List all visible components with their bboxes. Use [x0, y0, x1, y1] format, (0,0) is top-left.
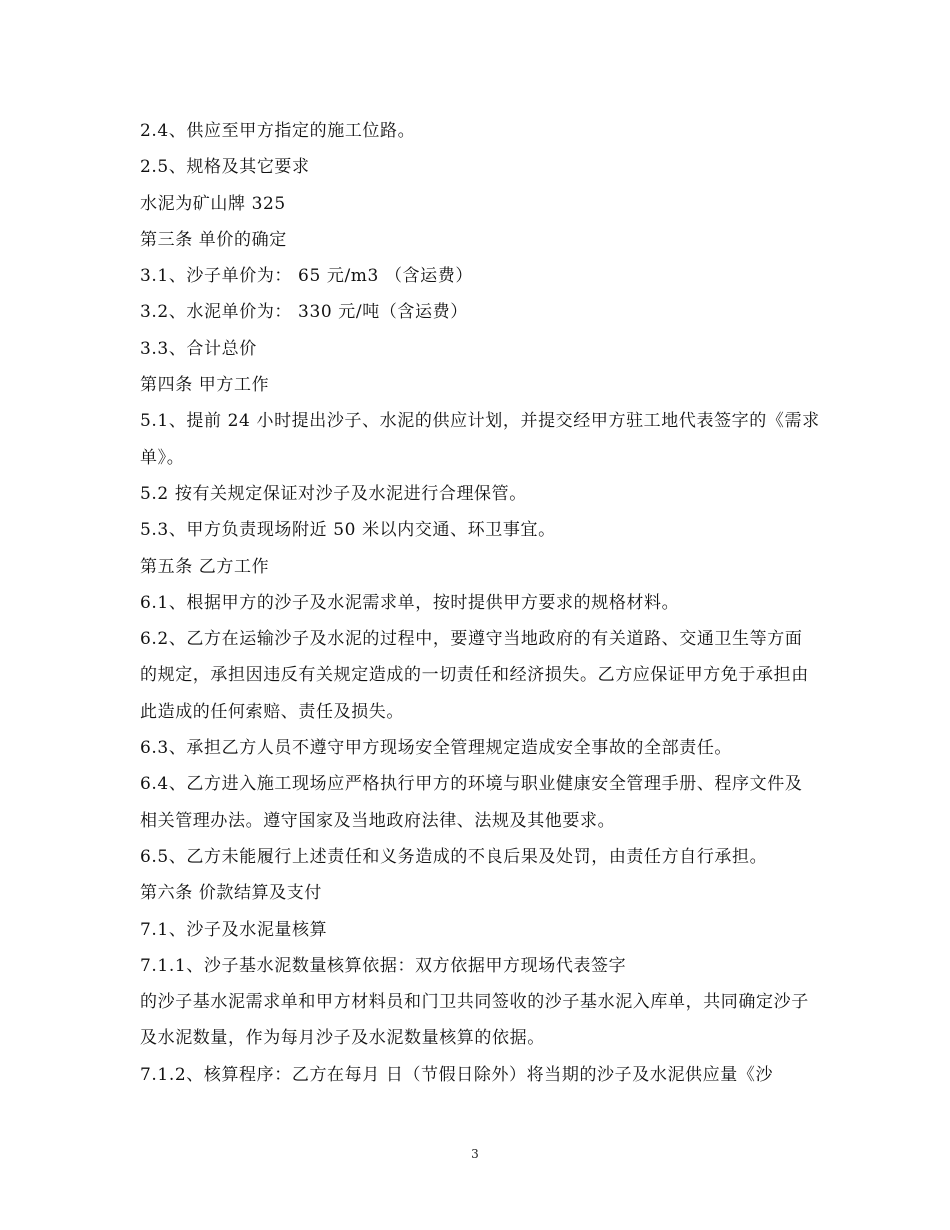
section-heading: 第五条 乙方工作 [140, 556, 270, 577]
paragraph: 7.1.2、核算程序：乙方在每月 日（节假日除外）将当期的沙子及水泥供应量《沙 [140, 1064, 774, 1085]
paragraph: 6.2、乙方在运输沙子及水泥的过程中，要遵守当地政府的有关道路、交通卫生等方面的规定，承担因违反有关规定造成的一切责任和经济损失。乙方应保证甲方免于承担由此造成的任何索赔、责任及损失。 [140, 629, 809, 722]
paragraph: 2.4、供应至甲方指定的施工位路。 [140, 121, 416, 141]
paragraph: 6.5、乙方未能履行上述责任和义务造成的不良后果及处罚，由责任方自行承担。 [140, 846, 768, 867]
paragraph: 3.2、水泥单价为： 330 元/吨（含运费） [140, 302, 468, 323]
paragraph: 5.1、提前 24 小时提出沙子、水泥的供应计划，并提交经甲方驻工地代表签字的《需求单》。 [140, 411, 820, 468]
paragraph: 6.4、乙方进入施工现场应严格执行甲方的环境与职业健康安全管理手册、程序文件及相关管理办法。遵守国家及当地政府法律、法规及其他要求。 [140, 774, 803, 831]
section-heading: 第六条 价款结算及支付 [140, 883, 323, 904]
paragraph: 7.1、沙子及水泥量核算 [140, 919, 328, 940]
section-heading: 第三条 单价的确定 [140, 229, 287, 250]
paragraph: 水泥为矿山牌 325 [140, 193, 286, 214]
paragraph: 的沙子基水泥需求单和甲方材料员和门卫共同签收的沙子基水泥入库单，共同确定沙子及水泥数量，作为每月沙子及水泥数量核算的依据。 [140, 992, 809, 1049]
paragraph: 3.3、合计总价 [140, 338, 257, 359]
paragraph: 3.1、沙子单价为： 65 元/m3 （含运费） [140, 266, 473, 287]
document-body [140, 113, 820, 1093]
paragraph: 6.1、根据甲方的沙子及水泥需求单，按时提供甲方要求的规格材料。 [140, 592, 680, 613]
page-number: 3 [471, 1147, 479, 1161]
paragraph: 5.2 按有关规定保证对沙子及水泥进行合理保管。 [140, 483, 527, 504]
section-heading: 第四条 甲方工作 [140, 375, 270, 396]
paragraph: 6.3、承担乙方人员不遵守甲方现场安全管理规定造成安全事故的全部责任。 [140, 738, 733, 759]
paragraph: 2.5、规格及其它要求 [140, 157, 310, 178]
paragraph: 7.1.1、沙子基水泥数量核算依据：双方依据甲方现场代表签字 [140, 955, 627, 976]
paragraph: 5.3、甲方负责现场附近 50 米以内交通、环卫事宜。 [140, 520, 556, 541]
